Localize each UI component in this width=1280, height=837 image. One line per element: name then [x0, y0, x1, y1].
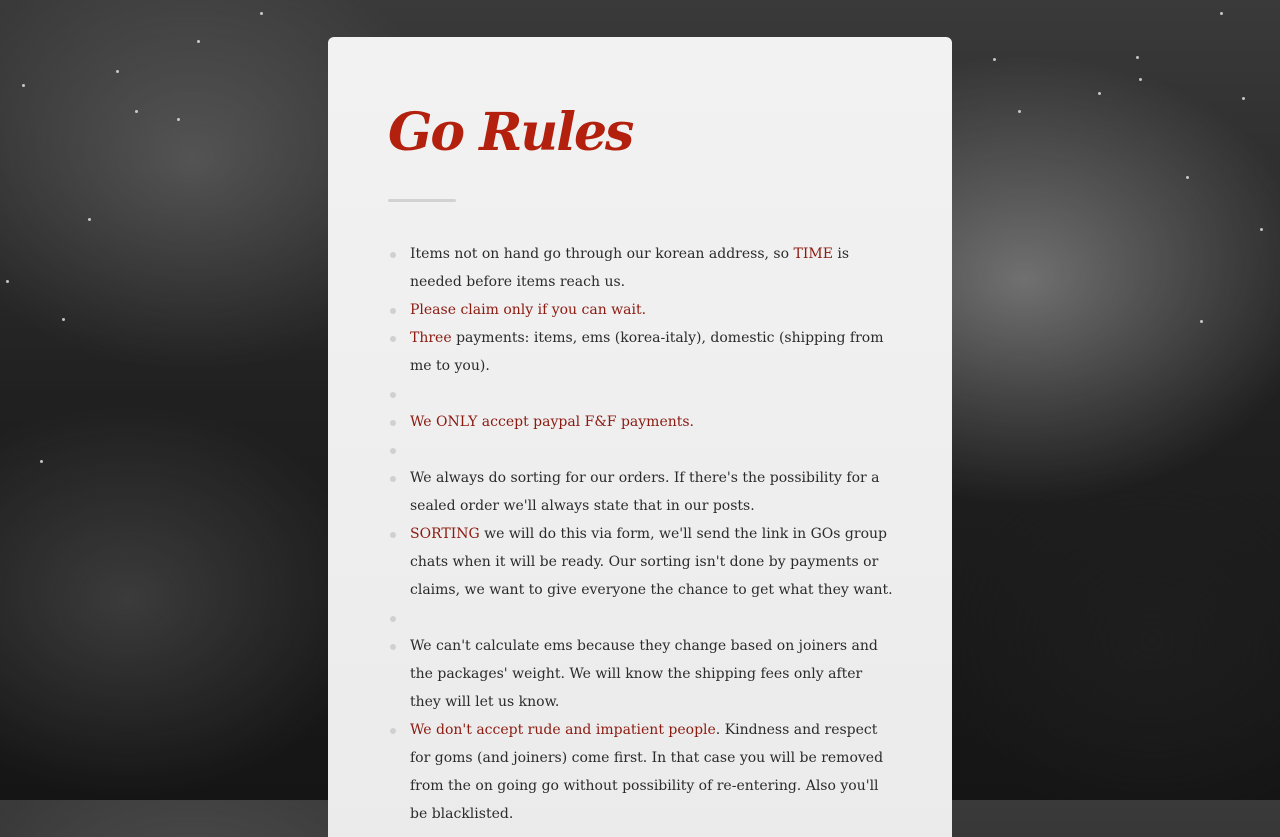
rule-highlight: SORTING	[410, 526, 480, 542]
rule-text: Items not on hand go through our korean address, so	[410, 246, 794, 262]
list-item	[388, 716, 894, 828]
list-item	[388, 464, 894, 520]
list-item	[388, 240, 894, 296]
rule-text: We can't calculate ems because they change based on joiners and the packages' weight. We will know the shipping fees only after they will let us know.	[410, 638, 878, 710]
list-item	[388, 436, 894, 464]
rule-text: is needed before items reach us.	[410, 246, 850, 290]
list-item	[388, 632, 894, 716]
list-item	[388, 520, 894, 604]
list-item	[388, 408, 894, 436]
list-item	[388, 324, 894, 380]
rule-highlight: Please claim only if you can wait.	[410, 302, 647, 318]
rule-highlight: Three	[410, 330, 452, 346]
rule-highlight: We ONLY accept paypal F&F payments.	[410, 414, 695, 430]
rule-text: payments: items, ems (korea-italy), domestic (shipping from me to you).	[410, 330, 884, 374]
rule-text: We always do sorting for our orders. If there's the possibility for a sealed order we'll always state that in our posts.	[410, 470, 880, 514]
list-item	[388, 380, 894, 408]
list-item	[388, 296, 894, 324]
rules-card	[328, 37, 952, 837]
page-title: Go Rules	[388, 102, 633, 163]
list-item	[388, 604, 894, 632]
title-divider	[388, 199, 456, 202]
rule-highlight: We don't accept rude and impatient people	[410, 722, 716, 738]
rule-text: . Kindness and respect for goms (and joiners) come first. In that case you will be removed from the on going go without possibility of re-entering. Also you'll be blacklisted.	[410, 722, 884, 822]
rule-highlight: TIME	[793, 246, 833, 262]
rules-list	[388, 240, 894, 828]
rule-text: we will do this via form, we'll send the link in GOs group chats when it will be ready. Our sorting isn't done by payments or claims, we want to give everyone the chance to get what they want.	[410, 526, 893, 598]
